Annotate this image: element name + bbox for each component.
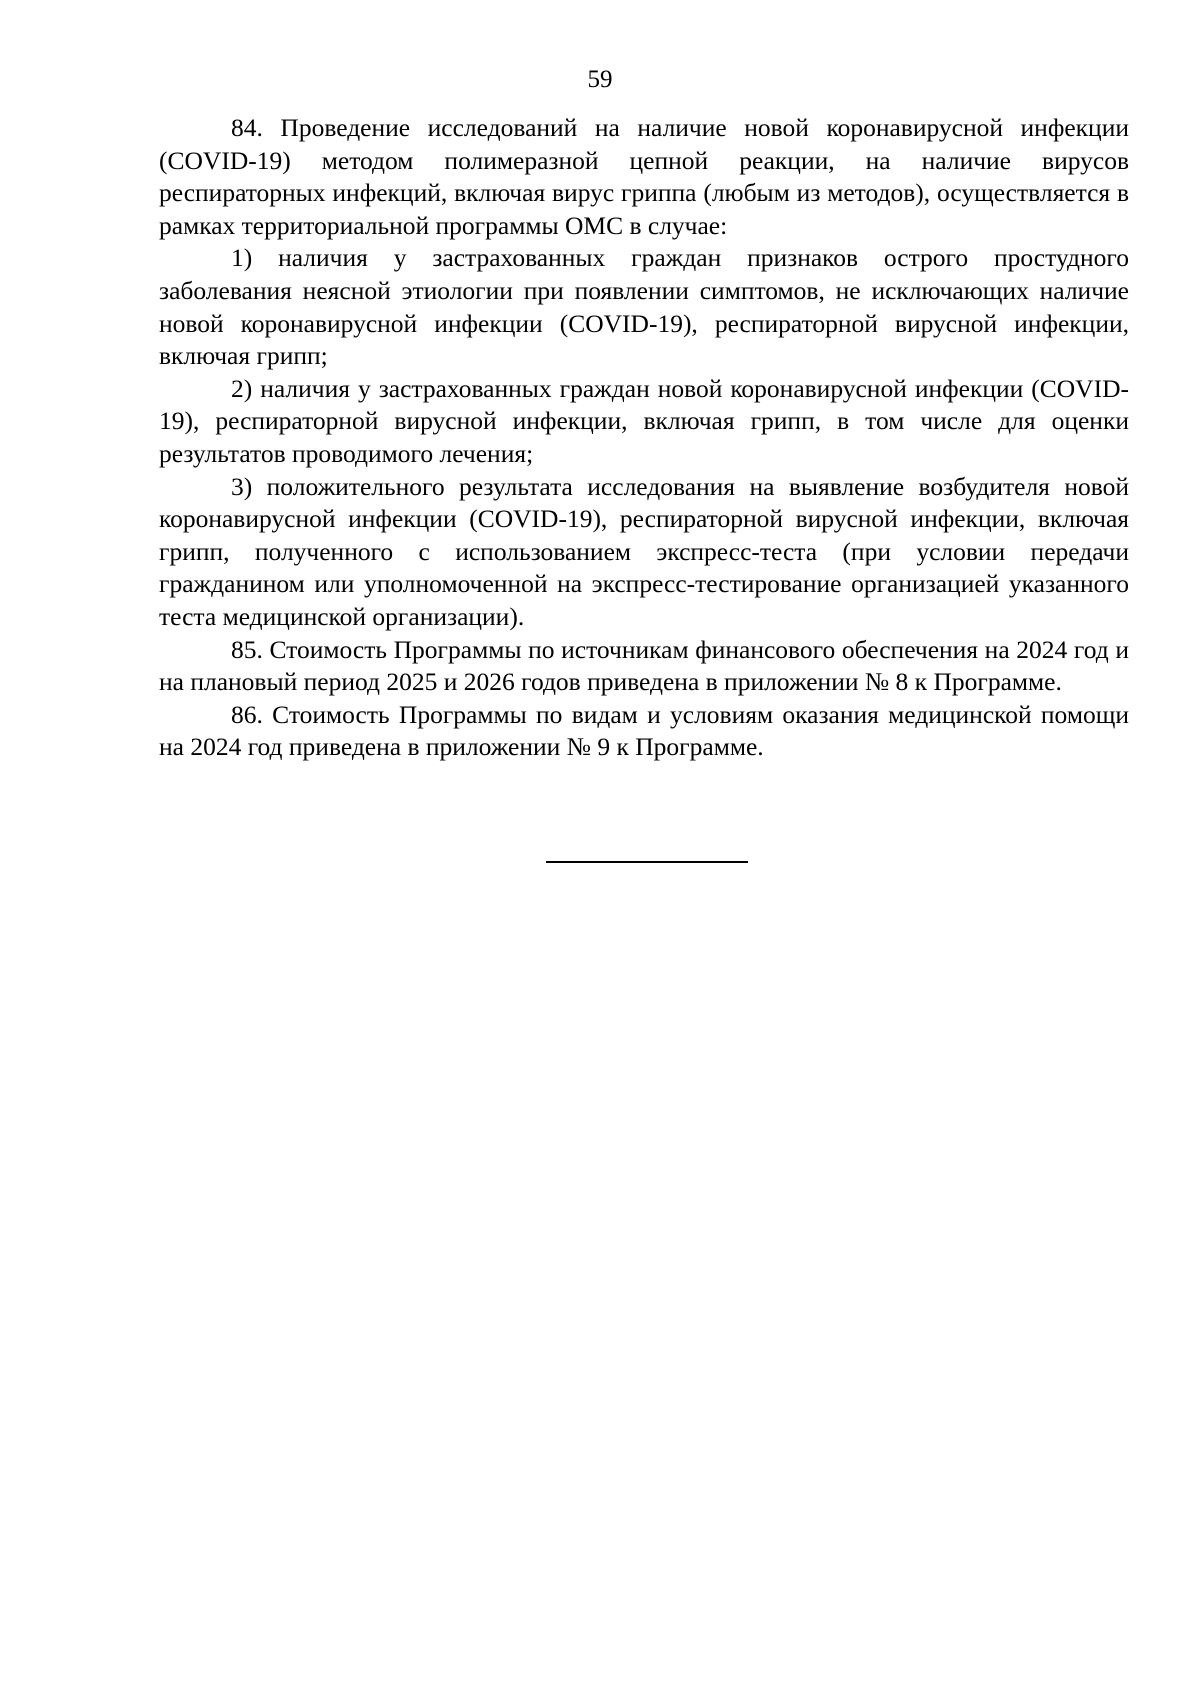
- paragraph-84-item-3: 3) положительного результата исследования на выявление возбудителя новой коронавирусной инфекции (COVID-19), респираторной вирусной инфекции, включая грипп, полученного с использованием экспресс-теста (при условии передачи гражданином или уполномоченной на экспресс-тестирование организацией указанного теста медицинской организации).: [159, 471, 1129, 631]
- closing-divider: [546, 861, 748, 863]
- paragraph-84: 84. Проведение исследований на наличие новой коронавирусной инфекции (COVID-19) методом полимеразной цепной реакции, на наличие вирусов респираторных инфекций, включая вирус гриппа (любым из методов), осуществляется в рамках территориальной программы ОМС в случае:: [159, 113, 1129, 240]
- paragraph-84-item-1: 1) наличия у застрахованных граждан признаков острого простудного заболевания неясной этиологии при появлении симптомов, не исключающих наличие новой коронавирусной инфекции (COVID-19), респираторной вирусной инфекции, включая грипп;: [159, 243, 1129, 371]
- document-body: [159, 112, 1129, 764]
- page-number: 59: [587, 66, 613, 93]
- paragraph-84-item-2: 2) наличия у застрахованных граждан новой коронавирусной инфекции (COVID-19), респираторной вирусной инфекции, включая грипп, в том числе для оценки результатов проводимого лечения;: [159, 373, 1129, 468]
- paragraph-85: 85. Стоимость Программы по источникам финансового обеспечения на 2024 год и на плановый период 2025 и 2026 годов приведена в приложении № 8 к Программе.: [159, 634, 1129, 697]
- paragraph-86: 86. Стоимость Программы по видам и условиям оказания медицинской помощи на 2024 год приведена в приложении № 9 к Программе.: [159, 699, 1129, 762]
